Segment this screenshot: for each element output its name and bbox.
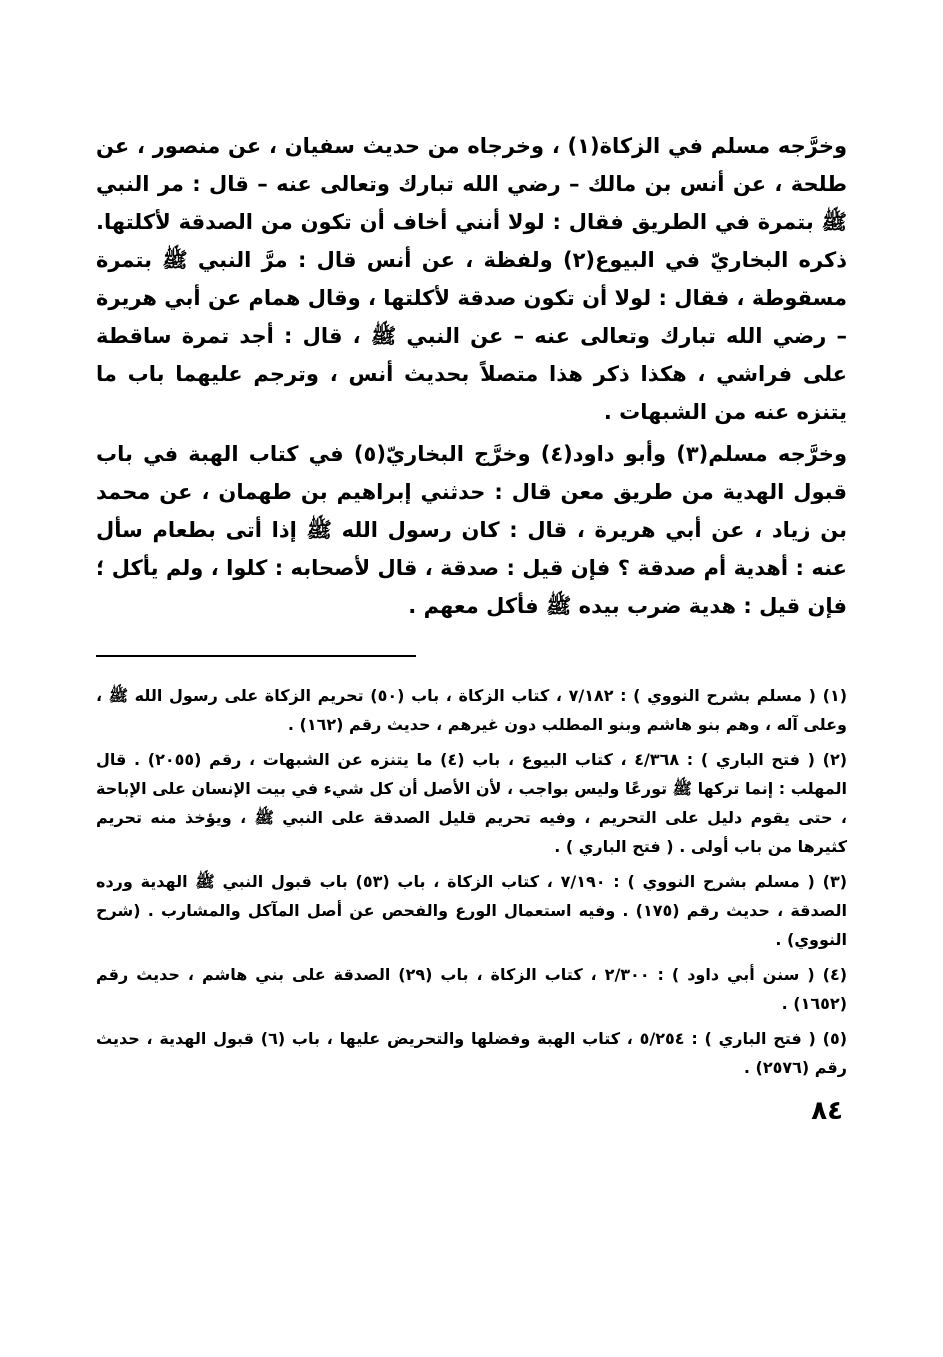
main-paragraph-1: وخرَّجه مسلم في الزكاة(١) ، وخرجاه من حديث سفيان ، عن منصور ، عن طلحة ، عن أنس بن مالك – رضي الله تبارك وتعالى عنه – قال : مر النبي ﷺ بتمرة في الطريق فقال : لولا أنني أخاف أن تكون من الصدقة لأكلتها. ذكره البخاريّ في البيوع(٢) ولفظة ، عن أنس قال : مرَّ النبي ﷺ بتمرة مسقوطة ، فقال : لولا أن تكون صدقة لأكلتها ، وقال همام عن أبي هريرة – رضي الله تبارك وتعالى عنه – عن النبي ﷺ ، قال : أجد تمرة ساقطة على فراشي ، هكذا ذكر هذا متصلاً بحديث أنس ، وترجم عليهما باب ما يتنزه عنه من الشبهات .: [96, 134, 848, 424]
footnote-4: (٤) ( سنن أبي داود ) : ٢/٣٠٠ ، كتاب الزكاة ، باب (٢٩) الصدقة على بني هاشم ، حديث رقم (١٦٥٢) .: [96, 965, 848, 1013]
footnote-divider: [96, 655, 416, 657]
page-number: ٨٤: [811, 1096, 843, 1126]
footnote-3: (٣) ( مسلم بشرح النووي ) : ٧/١٩٠ ، كتاب الزكاة ، باب (٥٣) باب قبول النبي ﷺ الهدية ورده الصدقة ، حديث رقم (١٧٥) . وفيه استعمال الورع والفحص عن أصل المآكل والمشارب . (شرح النووي) .: [96, 872, 848, 949]
main-text: [96, 127, 847, 625]
footnotes: [96, 681, 847, 1082]
footnote-2: (٢) ( فتح الباري ) : ٤/٣٦٨ ، كتاب البيوع ، باب (٤) ما يتنزه عن الشبهات ، رقم (٢٠٥٥) . قال المهلب : إنما تركها ﷺ تورعًا وليس بواجب ، لأن الأصل أن كل شيء في بيت الإنسان على الإباحة ، حتى يقوم دليل على التحريم ، وفيه تحريم قليل الصدقة على النبي ﷺ ، ويؤخذ منه تحريم كثيرها من باب أولى . ( فتح الباري ) .: [96, 750, 848, 856]
footnote-5: (٥) ( فتح الباري ) : ٥/٢٥٤ ، كتاب الهبة وفضلها والتحريض عليها ، باب (٦) قبول الهدية ، حديث رقم (٢٥٧٦) .: [96, 1029, 848, 1077]
main-paragraph-2: وخرَّجه مسلم(٣) وأبو داود(٤) وخرَّج البخاريّ(٥) في كتاب الهبة في باب قبول الهدية من طريق معن قال : حدثني إبراهيم بن طهمان ، عن محمد بن زياد ، عن أبي هريرة ، قال : كان رسول الله ﷺ إذا أتى بطعام سأل عنه : أهدية أم صدقة ؟ فإن قيل : صدقة ، قال لأصحابه : كلوا ، ولم يأكل ؛ فإن قيل : هدية ضرب بيده ﷺ فأكل معهم .: [96, 442, 847, 618]
footnote-1: (١) ( مسلم بشرح النووي ) : ٧/١٨٢ ، كتاب الزكاة ، باب (٥٠) تحريم الزكاة على رسول الله ﷺ ، وعلى آله ، وهم بنو هاشم وبنو المطلب دون غيرهم ، حديث رقم (١٦٢) .: [96, 686, 848, 734]
